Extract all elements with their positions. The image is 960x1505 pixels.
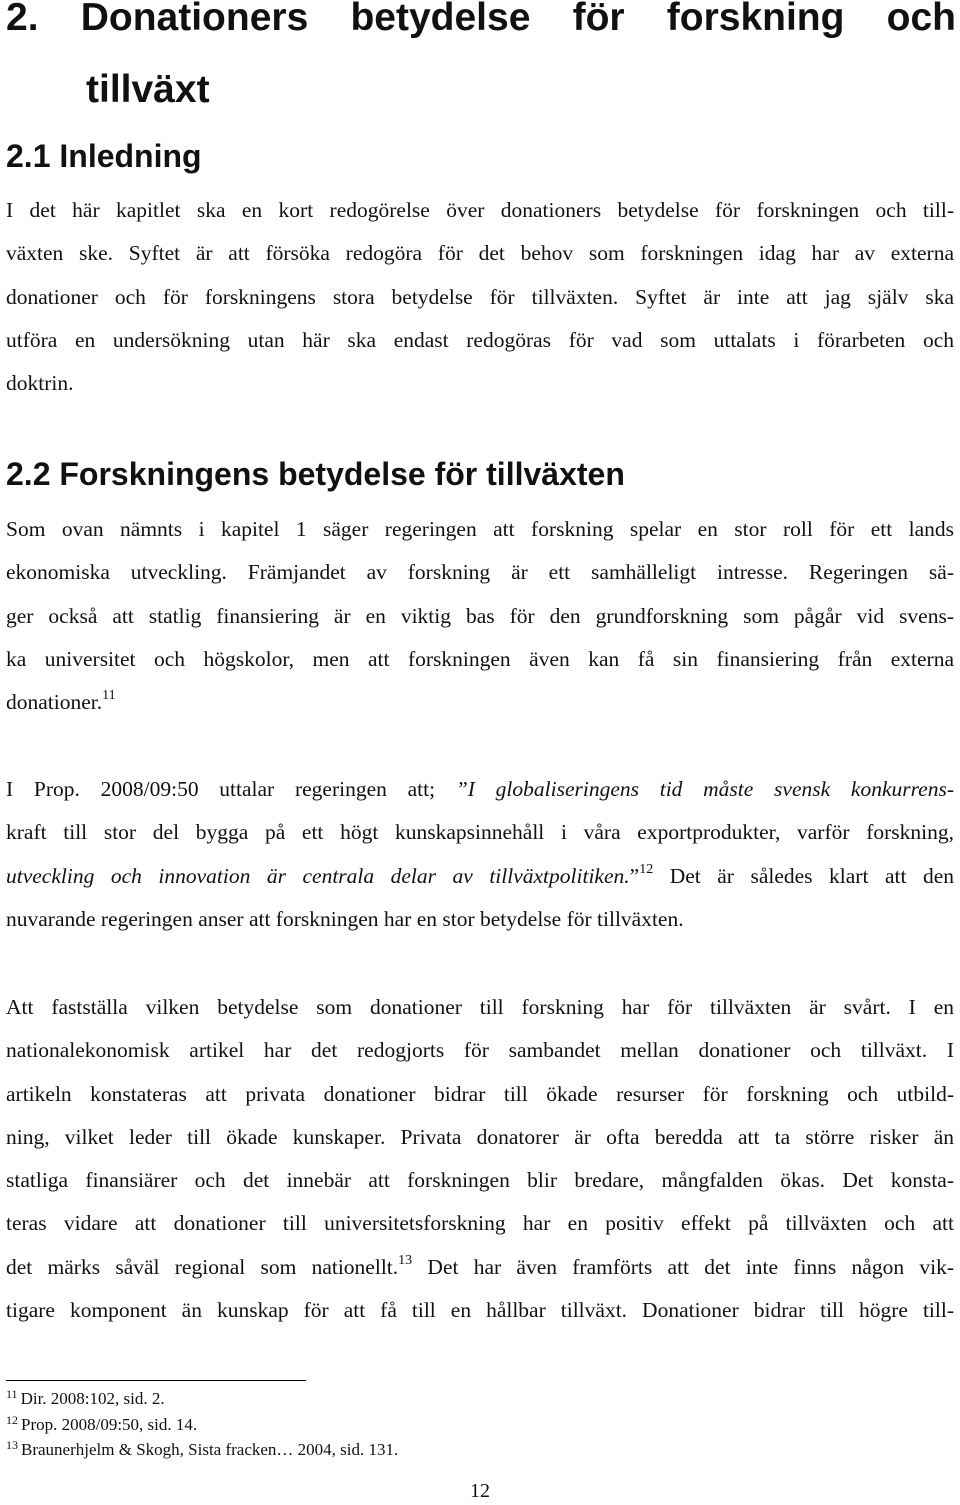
footnote-number: 11 [6,1387,18,1401]
text-line [6,1246,954,1289]
text-line: I det här kapitlet ska en kort redogörelse över donationers betydelse för forskningen och till- [6,198,954,222]
footnote-number: 13 [6,1438,18,1452]
text-fragment: Det har även framförts att det inte finns någon vik- [412,1254,954,1279]
text-line: växten ske. Syftet är att försöka redogöra för det behov som forskningen idag har av externa [6,241,954,266]
paragraph-donationer [6,986,954,1332]
quote-italic: ”I globaliseringens tid måste svensk konkurrens- [455,777,954,801]
text-line: ger också att statlig finansiering är en viktig bas för den grundforskning som pågår vid svens- [6,603,954,628]
text-line: statliga finansiärer och det innebär att forskningen blir bredare, mångfalden ökas. Det konsta- [6,1168,954,1193]
text-line: artikeln konstateras att privata donationer bidrar till ökade resurser för forskning och utbild- [6,1081,954,1106]
chapter-heading-line-2: tillväxt [86,68,210,111]
text-line: donationer och för forskningens stora betydelse för tillväxten. Syftet är inte att jag själv ska [6,284,954,309]
text-line: utföra en undersökning utan här ska endast redogöras för vad som uttalats i förarbeten och [6,327,954,352]
footnote-text: Prop. 2008/09:50, sid. 14. [21,1415,198,1434]
text-fragment: donationer. [6,690,103,715]
section-heading-2-2: 2.2 Forskningens betydelse för tillväxten [6,456,625,492]
footnote-separator [6,1380,306,1381]
footnote-ref-12: 12 [639,861,654,877]
text-fragment: Det är således klart att den [653,863,954,888]
text-line [6,768,954,811]
text-line: tigare komponent än kunskap för att få till en hållbar tillväxt. Donationer bidrar till högre till- [6,1298,954,1323]
footnote-ref-11: 11 [102,688,116,704]
text-line: nationalekonomisk artikel har det redogjorts för sambandet mellan donationer och tillväxt. I [6,1038,954,1063]
footnote-number: 12 [6,1413,18,1427]
footnote-ref-13: 13 [398,1252,413,1268]
footnote-12 [6,1415,197,1435]
text-fragment: I Prop. 2008/09:50 uttalar regeringen att; [6,777,456,801]
text-line: teras vidare att donationer till universitetsforskning har en positiv effekt på tillväxten och att [6,1211,954,1236]
footnote-11 [6,1389,165,1409]
text-line: kraft till stor del bygga på ett högt kunskapsinnehåll i våra exportprodukter, varför forskning, [6,820,954,845]
text-fragment: ” [629,863,640,888]
text-line: nuvarande regeringen anser att forskningen har en stor betydelse för tillväxten. [6,906,684,931]
text-line: ekonomiska utveckling. Främjandet av forskning är ett samhälleligt intresse. Regeringen sä- [6,560,954,585]
page-number: 12 [470,1480,490,1502]
text-line [6,855,954,898]
section-heading-2-1: 2.1 Inledning [6,138,202,174]
text-line: ka universitet och högskolor, men att forskningen även kan få sin finansiering från externa [6,646,954,671]
footnote-text: Braunerhjelm & Skogh, Sista fracken… 2004, sid. 131. [21,1440,399,1459]
footnote-text: Dir. 2008:102, sid. 2. [20,1389,165,1408]
footnote-13 [6,1440,398,1460]
paragraph-prop [6,768,954,941]
text-line [6,681,954,724]
paragraph-regeringen [6,508,954,724]
chapter-heading-line-1: 2. Donationers betydelse för forskning och [6,0,956,39]
text-line: doktrin. [6,371,74,396]
text-line: ning, vilket leder till ökade kunskaper. Privata donatorer är ofta beredda att ta större risker än [6,1124,954,1149]
paragraph-inledning [6,189,954,405]
chapter-heading [6,0,956,126]
quote-italic: utveckling och innovation är centrala delar av tillväxtpolitiken. [6,863,630,888]
text-fragment: det märks såväl regional som nationellt. [6,1254,399,1279]
text-line: Att fastställa vilken betydelse som donationer till forskning har för tillväxten är svårt. I en [6,995,954,1019]
text-line: Som ovan nämnts i kapitel 1 säger regeringen att forskning spelar en stor roll för ett lands [6,517,954,541]
